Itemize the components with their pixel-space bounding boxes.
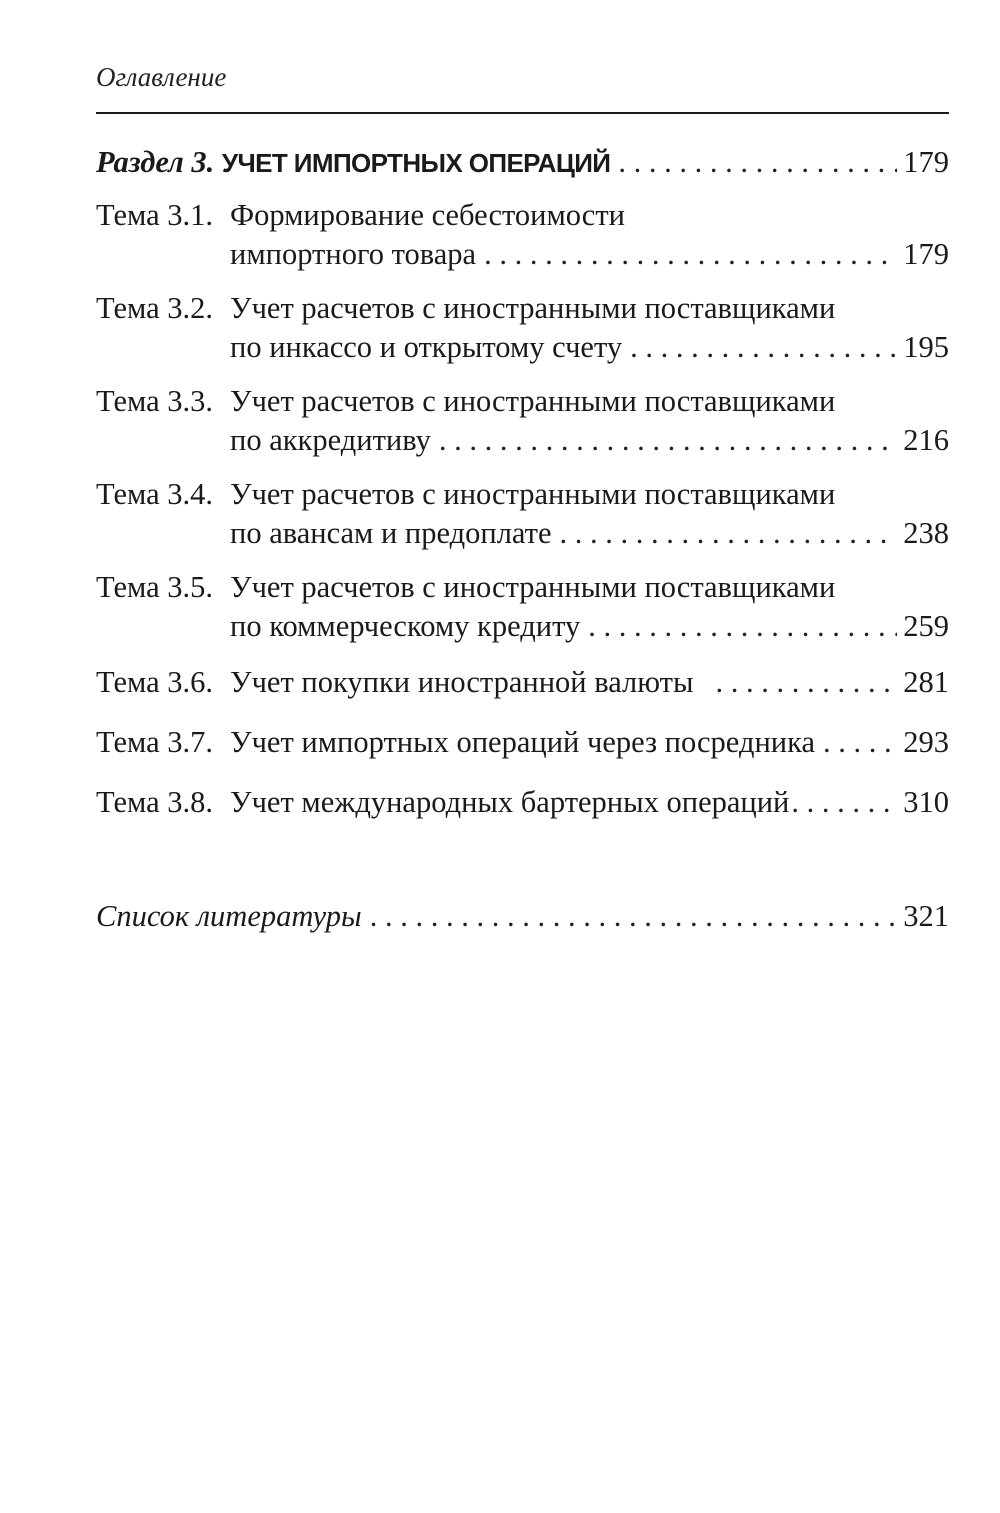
topic-title-line1: Учет расчетов с иностранными поставщиками bbox=[230, 477, 836, 511]
header-rule bbox=[96, 112, 949, 114]
page-number: 179 bbox=[903, 145, 949, 179]
page-number: 195 bbox=[903, 330, 949, 364]
topic-label bbox=[96, 782, 789, 822]
toc-topic-3-7[interactable] bbox=[96, 722, 949, 762]
toc-topic-3-4[interactable] bbox=[96, 476, 949, 553]
topic-title: Учет международных бартерных операций bbox=[230, 785, 790, 819]
toc-literature[interactable] bbox=[96, 896, 949, 936]
page-number: 179 bbox=[903, 237, 949, 271]
topic-label bbox=[96, 662, 693, 702]
toc-topic-3-1[interactable] bbox=[96, 197, 949, 274]
topic-number: Тема 3.1. bbox=[96, 198, 214, 232]
topic-title-line1: Формирование себестоимости bbox=[230, 198, 625, 232]
topic-title: Учет покупки иностранной валюты bbox=[230, 665, 694, 699]
topic-title-line1: Учет расчетов с иностранными поставщиками bbox=[230, 291, 836, 325]
toc-section-3[interactable] bbox=[96, 142, 949, 183]
topic-number: Тема 3.5. bbox=[96, 570, 214, 604]
topic-number: Тема 3.4. bbox=[96, 477, 214, 511]
dot-leader bbox=[823, 722, 897, 762]
topic-number: Тема 3.8. bbox=[96, 785, 214, 819]
dot-leader bbox=[715, 662, 897, 702]
topic-title-line2: импортного товара bbox=[230, 237, 477, 271]
table-of-contents bbox=[96, 142, 949, 936]
topic-title-line2: по инкассо и открытому счету bbox=[230, 330, 623, 364]
running-head: Оглавление bbox=[96, 62, 227, 92]
topic-title-line1: Учет расчетов с иностранными поставщиками bbox=[230, 384, 836, 418]
dot-leader bbox=[791, 782, 897, 822]
topic-number: Тема 3.3. bbox=[96, 384, 214, 418]
section-label bbox=[96, 142, 610, 183]
topic-number: Тема 3.7. bbox=[96, 725, 214, 759]
page-number: 310 bbox=[903, 785, 949, 819]
dot-leader bbox=[370, 896, 898, 936]
page-number: 293 bbox=[903, 725, 949, 759]
dot-leader bbox=[484, 234, 897, 274]
topic-number: Тема 3.2. bbox=[96, 291, 214, 325]
toc-topic-3-2[interactable] bbox=[96, 290, 949, 367]
topic-title-line2: по аккредитиву bbox=[230, 423, 431, 457]
toc-topic-3-8[interactable] bbox=[96, 782, 949, 822]
page-number: 259 bbox=[903, 609, 949, 643]
dot-leader bbox=[588, 606, 897, 646]
toc-topic-3-3[interactable] bbox=[96, 383, 949, 460]
page-number: 238 bbox=[903, 516, 949, 550]
page-number: 281 bbox=[903, 665, 949, 699]
topic-title: Учет импортных операций через посредника bbox=[230, 725, 815, 759]
dot-leader bbox=[560, 513, 898, 553]
topic-title-line2: по коммерческому кредиту bbox=[230, 609, 581, 643]
topic-title-line1: Учет расчетов с иностранными поставщиками bbox=[230, 570, 836, 604]
page-number: 321 bbox=[903, 899, 949, 933]
literature-label: Список литературы bbox=[96, 899, 362, 933]
page-number: 216 bbox=[903, 423, 949, 457]
topic-title-line2: по авансам и предоплате bbox=[230, 516, 552, 550]
topic-number: Тема 3.6. bbox=[96, 665, 214, 699]
topic-label bbox=[96, 722, 815, 762]
dot-leader bbox=[630, 327, 897, 367]
dot-leader bbox=[618, 142, 897, 182]
section-title: УЧЕТ ИМПОРТНЫХ ОПЕРАЦИЙ bbox=[221, 148, 611, 178]
dot-leader bbox=[439, 420, 897, 460]
toc-topic-3-5[interactable] bbox=[96, 569, 949, 646]
toc-topic-3-6[interactable] bbox=[96, 662, 949, 702]
section-prefix: Раздел 3. bbox=[96, 145, 215, 179]
